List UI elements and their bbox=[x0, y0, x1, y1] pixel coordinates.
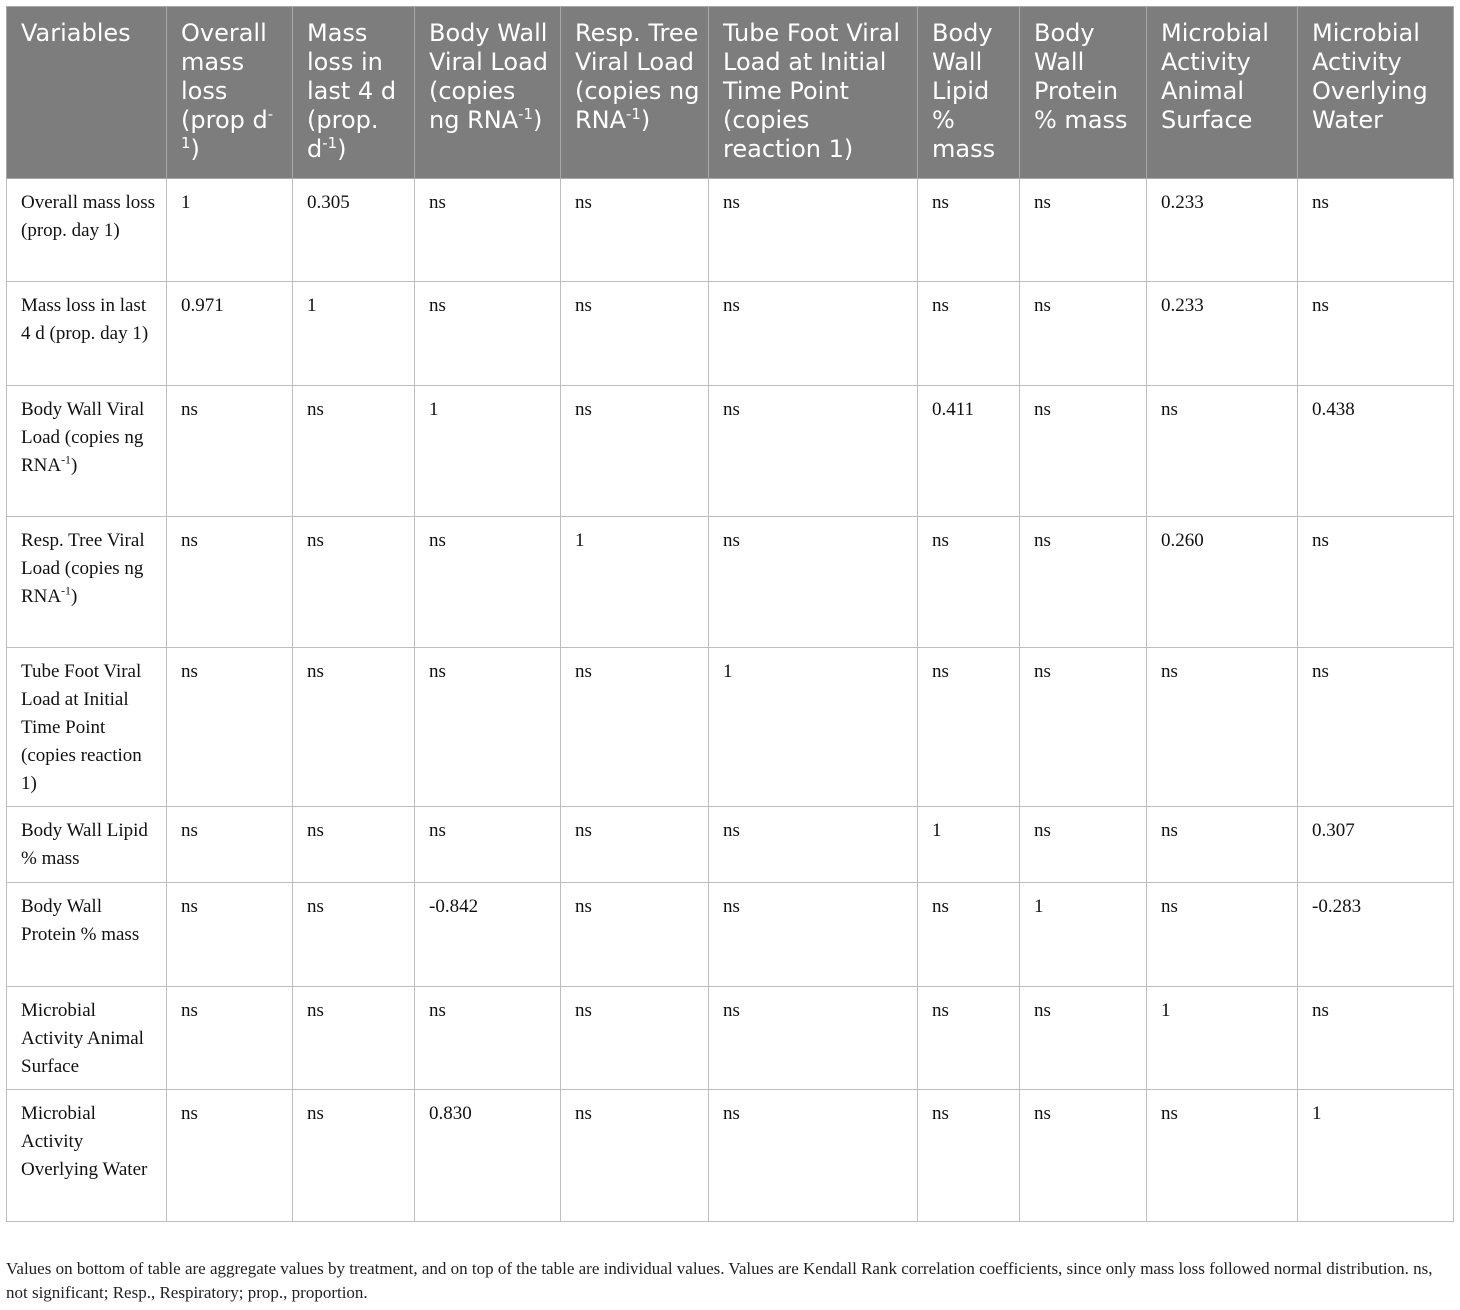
superscript: -1 bbox=[626, 105, 641, 123]
table-cell: ns bbox=[1020, 386, 1147, 517]
table-cell: ns bbox=[561, 386, 709, 517]
superscript: -1 bbox=[61, 453, 71, 467]
table-row bbox=[7, 386, 1454, 517]
superscript: -1 bbox=[61, 584, 71, 598]
table-row bbox=[7, 517, 1454, 648]
table-cell: ns bbox=[1020, 517, 1147, 648]
table-cell: ns bbox=[1020, 648, 1147, 807]
table-cell: 0.438 bbox=[1298, 386, 1454, 517]
table-cell: ns bbox=[415, 648, 561, 807]
table-body bbox=[7, 179, 1454, 1222]
table-cell: ns bbox=[415, 282, 561, 386]
table-cell: ns bbox=[293, 648, 415, 807]
cell-text: Overall mass loss (prop d bbox=[181, 19, 268, 134]
column-header-tube-foot-viral-load-at-initial-time-poi bbox=[709, 7, 918, 179]
table-cell: ns bbox=[709, 179, 918, 282]
table-row bbox=[7, 1090, 1454, 1222]
table-cell: ns bbox=[561, 987, 709, 1090]
table-cell: ns bbox=[709, 282, 918, 386]
cell-text-suffix: ) bbox=[70, 455, 78, 476]
table-cell: 0.305 bbox=[293, 179, 415, 282]
row-label bbox=[7, 883, 167, 987]
table-cell: 0.411 bbox=[918, 386, 1020, 517]
table-cell: 1 bbox=[167, 179, 293, 282]
table-cell: 1 bbox=[1147, 987, 1298, 1090]
superscript: -1 bbox=[322, 134, 338, 152]
cell-text-suffix: ) bbox=[640, 106, 651, 134]
cell-text: Tube Foot Viral Load at Initial Time Point (copies reaction 1) bbox=[723, 19, 901, 163]
cell-text: Tube Foot Viral Load at Initial Time Point (copies reaction 1) bbox=[21, 661, 142, 794]
table-cell: ns bbox=[918, 648, 1020, 807]
cell-text-suffix: ) bbox=[337, 135, 347, 163]
table-cell: ns bbox=[709, 987, 918, 1090]
row-label bbox=[7, 282, 167, 386]
table-cell: 1 bbox=[293, 282, 415, 386]
table-row bbox=[7, 648, 1454, 807]
table-cell: ns bbox=[561, 648, 709, 807]
table-cell: 0.233 bbox=[1147, 179, 1298, 282]
table-cell: -0.842 bbox=[415, 883, 561, 987]
table-cell: ns bbox=[918, 883, 1020, 987]
table-cell: 0.233 bbox=[1147, 282, 1298, 386]
table-cell: 1 bbox=[415, 386, 561, 517]
cell-text: Microbial Activity Overlying Water bbox=[21, 1103, 148, 1180]
table-cell: ns bbox=[918, 1090, 1020, 1222]
correlation-table bbox=[6, 6, 1454, 1222]
table-cell: 1 bbox=[1298, 1090, 1454, 1222]
table-cell: ns bbox=[167, 883, 293, 987]
table-cell: ns bbox=[415, 807, 561, 883]
table-cell: ns bbox=[709, 1090, 918, 1222]
cell-text: Body Wall Protein % mass bbox=[21, 896, 140, 945]
table-cell: ns bbox=[167, 386, 293, 517]
table-cell: 0.307 bbox=[1298, 807, 1454, 883]
table-cell: ns bbox=[1147, 648, 1298, 807]
column-header-variables bbox=[7, 7, 167, 179]
cell-text-suffix: ) bbox=[532, 106, 543, 134]
column-header-microbial-activity-animal-surface bbox=[1147, 7, 1298, 179]
table-cell: 1 bbox=[561, 517, 709, 648]
header-row bbox=[7, 7, 1454, 179]
table-cell: 0.260 bbox=[1147, 517, 1298, 648]
table-cell: ns bbox=[167, 1090, 293, 1222]
table-cell: ns bbox=[918, 517, 1020, 648]
row-label bbox=[7, 179, 167, 282]
row-label bbox=[7, 807, 167, 883]
table-cell: ns bbox=[561, 883, 709, 987]
row-label bbox=[7, 517, 167, 648]
table-cell: ns bbox=[1147, 883, 1298, 987]
cell-text-suffix: ) bbox=[70, 586, 78, 607]
table-cell: 1 bbox=[709, 648, 918, 807]
column-header-mass-loss-in-last-4-d-prop-d bbox=[293, 7, 415, 179]
table-header bbox=[7, 7, 1454, 179]
cell-text: Body Wall Viral Load (copies ng RNA bbox=[21, 399, 145, 476]
table-cell: ns bbox=[561, 807, 709, 883]
table-cell: ns bbox=[709, 807, 918, 883]
table-cell: ns bbox=[167, 807, 293, 883]
cell-text: Resp. Tree Viral Load (copies ng RNA bbox=[21, 530, 145, 607]
row-label bbox=[7, 1090, 167, 1222]
table-cell: ns bbox=[415, 179, 561, 282]
table-cell: ns bbox=[1298, 282, 1454, 386]
table-cell: 0.830 bbox=[415, 1090, 561, 1222]
table-cell: ns bbox=[1147, 386, 1298, 517]
table-cell: ns bbox=[1298, 648, 1454, 807]
table-row bbox=[7, 883, 1454, 987]
table-cell: 1 bbox=[1020, 883, 1147, 987]
table-cell: ns bbox=[561, 179, 709, 282]
table-cell: ns bbox=[167, 987, 293, 1090]
table-cell: ns bbox=[1298, 987, 1454, 1090]
cell-text: Microbial Activity Overlying Water bbox=[1312, 19, 1428, 134]
column-header-body-wall-viral-load-copies-ng-rna bbox=[415, 7, 561, 179]
column-header-microbial-activity-overlying-water bbox=[1298, 7, 1454, 179]
cell-text: Body Wall Lipid % mass bbox=[21, 820, 148, 869]
table-cell: ns bbox=[1020, 807, 1147, 883]
cell-text: Body Wall Protein % mass bbox=[1034, 19, 1128, 134]
cell-text: Overall mass loss (prop. day 1) bbox=[21, 192, 156, 241]
table-cell: -0.283 bbox=[1298, 883, 1454, 987]
table-cell: ns bbox=[918, 179, 1020, 282]
table-cell: ns bbox=[293, 883, 415, 987]
cell-text-suffix: ) bbox=[190, 135, 200, 163]
table-cell: ns bbox=[1298, 517, 1454, 648]
table-cell: ns bbox=[561, 282, 709, 386]
table-row bbox=[7, 807, 1454, 883]
table-cell: ns bbox=[1147, 807, 1298, 883]
table-cell: ns bbox=[293, 386, 415, 517]
table-cell: ns bbox=[918, 282, 1020, 386]
cell-text: Mass loss in last 4 d (prop. day 1) bbox=[21, 295, 149, 344]
table-cell: ns bbox=[293, 987, 415, 1090]
cell-text: Microbial Activity Animal Surface bbox=[1161, 19, 1269, 134]
table-row bbox=[7, 179, 1454, 282]
table-row bbox=[7, 987, 1454, 1090]
table-cell: 0.971 bbox=[167, 282, 293, 386]
table-cell: ns bbox=[709, 883, 918, 987]
row-label bbox=[7, 648, 167, 807]
table-cell: ns bbox=[709, 386, 918, 517]
table-cell: ns bbox=[1020, 282, 1147, 386]
column-header-body-wall-protein-mass bbox=[1020, 7, 1147, 179]
cell-text: Body Wall Lipid % mass bbox=[932, 19, 996, 163]
superscript: -1 bbox=[181, 105, 274, 152]
table-cell: 1 bbox=[918, 807, 1020, 883]
table-cell: ns bbox=[293, 1090, 415, 1222]
table-cell: ns bbox=[1020, 987, 1147, 1090]
cell-text: Body Wall Viral Load (copies ng RNA bbox=[429, 19, 549, 134]
table-cell: ns bbox=[293, 807, 415, 883]
table-cell: ns bbox=[167, 648, 293, 807]
table-cell: ns bbox=[561, 1090, 709, 1222]
superscript: -1 bbox=[518, 105, 533, 123]
table-cell: ns bbox=[1298, 179, 1454, 282]
table-cell: ns bbox=[167, 517, 293, 648]
table-cell: ns bbox=[1147, 1090, 1298, 1222]
column-header-body-wall-lipid-mass bbox=[918, 7, 1020, 179]
table-cell: ns bbox=[709, 517, 918, 648]
column-header-resp-tree-viral-load-copies-ng-rna bbox=[561, 7, 709, 179]
table-cell: ns bbox=[1020, 1090, 1147, 1222]
table-cell: ns bbox=[415, 987, 561, 1090]
table-cell: ns bbox=[293, 517, 415, 648]
row-label bbox=[7, 987, 167, 1090]
table-container bbox=[6, 6, 1453, 1222]
table-cell: ns bbox=[1020, 179, 1147, 282]
table-cell: ns bbox=[415, 517, 561, 648]
table-footnote: Values on bottom of table are aggregate values by treatment, and on top of the table are individual values. Values are Kendall Rank correlation coefficients, since only mass loss followed normal distribution. ns, not significant; Resp., Respiratory; prop., proportion. bbox=[6, 1259, 1433, 1302]
cell-text: Resp. Tree Viral Load (copies ng RNA bbox=[575, 19, 700, 134]
cell-text: Mass loss in last 4 d (prop. d bbox=[307, 19, 397, 163]
table-row bbox=[7, 282, 1454, 386]
table-cell: ns bbox=[918, 987, 1020, 1090]
cell-text: Microbial Activity Animal Surface bbox=[21, 1000, 144, 1077]
column-header-overall-mass-loss-prop-d bbox=[167, 7, 293, 179]
row-label bbox=[7, 386, 167, 517]
cell-text: Variables bbox=[21, 19, 131, 47]
